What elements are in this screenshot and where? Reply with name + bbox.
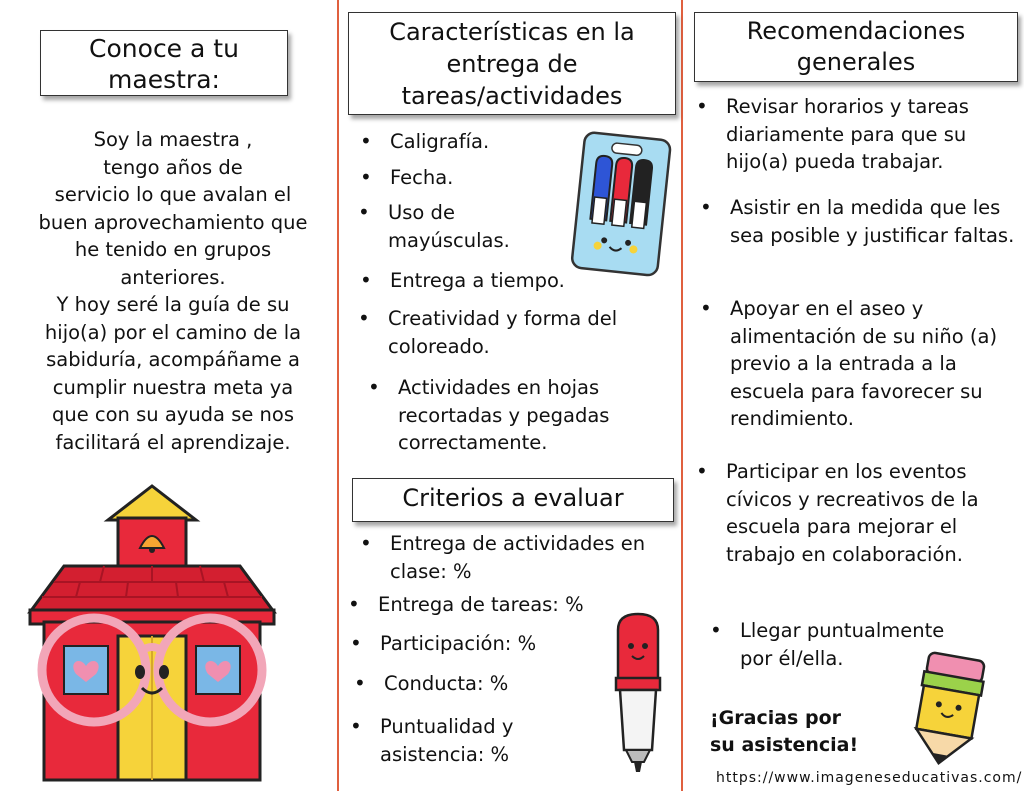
recommendation-text: Llegar puntualmente por él/ella. [740, 619, 945, 670]
intro-line: hijo(a) por el camino de la [44, 320, 302, 344]
recommendation-item: • Participar en los eventos cívicos y recreativos de la escuela para mejorar el trabajo en colaboración. [696, 459, 979, 566]
intro-line: he tenido en grupos [74, 238, 272, 261]
col3-title: Recomendaciones generales [746, 17, 966, 76]
recommendation-item: • Asistir en la medida que les sea posible y justificar faltas. [700, 195, 1015, 247]
list-item: • Actividades en hojas recortadas y pegadas correctamente. [368, 375, 610, 454]
intro-line: anteriores. [120, 265, 226, 289]
list-item-text: Uso de mayúsculas. [388, 201, 510, 252]
recommendation-item: • Apoyar en el aseo y alimentación de su niño (a) previo a la entrada a la escuela para favorecer su rendimiento. [700, 296, 998, 430]
recommendation-text: Asistir en la medida que les sea posible y justificar faltas. [730, 196, 1015, 247]
list-item-text: Actividades en hojas recortadas y pegadas correctamente. [398, 376, 610, 454]
col1-title: Conoce a tu maestra: [89, 34, 239, 94]
recommendation-text: Revisar horarios y tareas diariamente para que su hijo(a) pueda trabajar. [726, 95, 969, 173]
column-divider-right [681, 0, 683, 791]
recommendation-item: • Llegar puntualmente por él/ella. [710, 618, 945, 670]
criteria-item-text: Entrega de actividades en clase: % [390, 532, 646, 583]
teacher-intro [14, 126, 332, 456]
intro-line: buen aprovechamiento que [38, 210, 308, 234]
list-item: • Creatividad y forma del coloreado. [358, 306, 618, 358]
criteria-title: Criterios a evaluar [402, 484, 624, 512]
list-item: • Uso de mayúsculas. [358, 200, 510, 252]
column-divider-left [337, 0, 339, 791]
criteria-title-box [352, 478, 674, 522]
col1-title-box [40, 30, 288, 96]
intro-line: sabiduría, acompáñame a [46, 348, 300, 371]
col3-title-box [694, 12, 1018, 82]
intro-line: facilitará el aprendizaje. [55, 430, 291, 454]
col2-title: Características en la entrega de tareas/actividades [389, 18, 635, 110]
list-item: • Entrega a tiempo. [360, 268, 565, 292]
list-item: • Caligrafía. [360, 129, 490, 153]
pencil-illustration [900, 650, 996, 768]
list-item: • Fecha. [360, 165, 454, 189]
list-item-text: Caligrafía. [390, 130, 490, 153]
intro-line: Y hoy seré la guía de su [56, 293, 290, 316]
recommendation-text: Apoyar en el aseo y alimentación de su niño (a) previo a la entrada a la escuela para favorecer su rendimiento. [730, 297, 998, 430]
criteria-item: • Puntualidad y asistencia: % [350, 714, 514, 766]
criteria-item-text: Puntualidad y asistencia: % [380, 715, 514, 766]
criteria-item-text: Conducta: % [384, 672, 509, 695]
intro-line: tengo años de [103, 155, 243, 179]
source-url: https://www.imageneseducativas.com/ [716, 770, 1023, 786]
criteria-item-text: Entrega de tareas: % [378, 593, 584, 616]
list-item-text: Fecha. [390, 166, 454, 189]
intro-line: que con su ayuda se nos [51, 403, 295, 426]
criteria-item: • Conducta: % [354, 671, 509, 695]
list-item-text: Entrega a tiempo. [390, 269, 565, 292]
marker-illustration [606, 610, 670, 776]
col2-title-box [348, 12, 676, 115]
list-item-text: Creatividad y forma del coloreado. [388, 307, 618, 358]
intro-line: cumplir nuestra meta ya [52, 375, 294, 399]
recommendation-text: Participar en los eventos cívicos y recreativos de la escuela para mejorar el trabajo en colaboración. [726, 460, 979, 566]
criteria-item: • Participación: % [350, 631, 537, 655]
criteria-item: • Entrega de actividades en clase: % [360, 531, 646, 583]
criteria-item-text: Participación: % [380, 632, 537, 655]
criteria-item: • Entrega de tareas: % [348, 592, 584, 616]
intro-line: Soy la maestra , [93, 128, 253, 151]
intro-line: servicio lo que avalan el [54, 183, 292, 206]
recommendation-item: • Revisar horarios y tareas diariamente para que su hijo(a) pueda trabajar. [696, 94, 969, 173]
markers-card-illustration [570, 130, 674, 280]
thanks-message: ¡Gracias por su asistencia! [710, 707, 859, 756]
school-illustration [24, 484, 280, 784]
